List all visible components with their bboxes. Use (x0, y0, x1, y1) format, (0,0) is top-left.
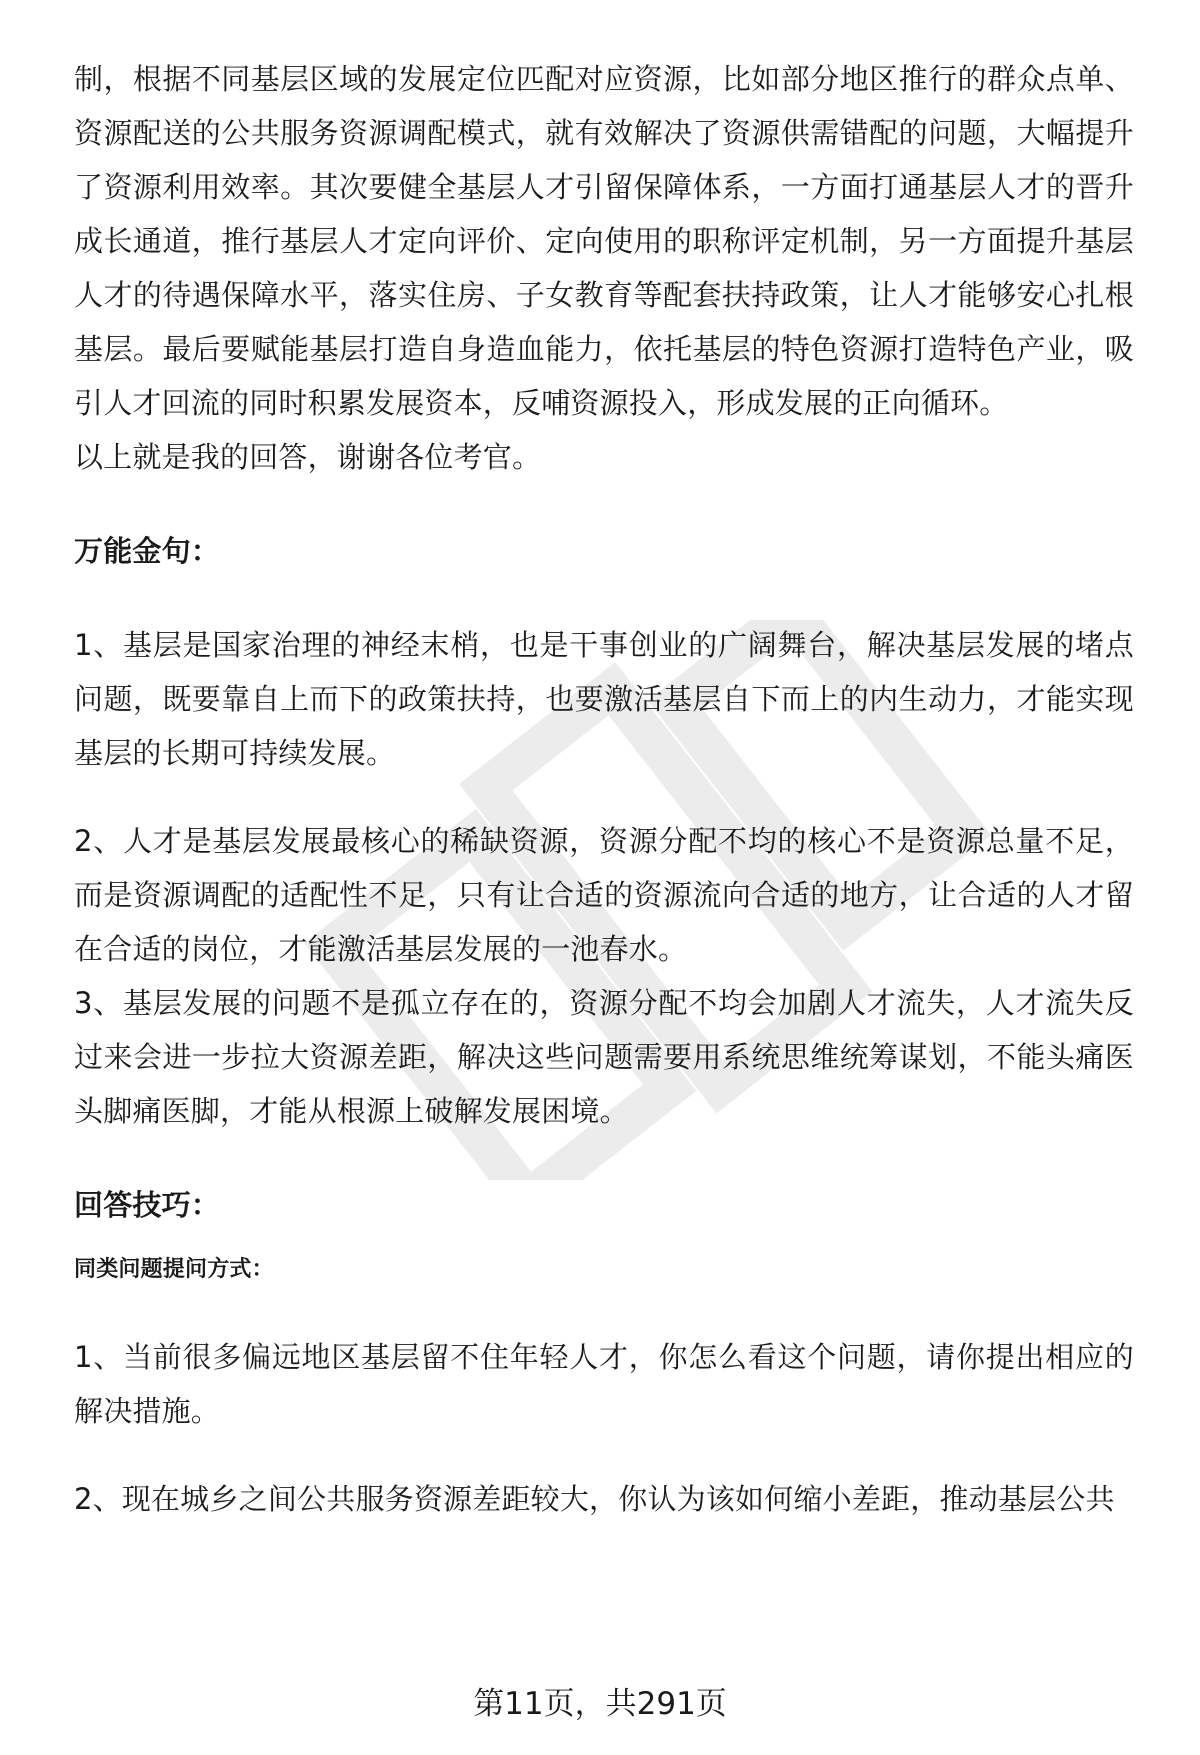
similar-question-1: 1、当前很多偏远地区基层留不住年轻人才，你怎么看这个问题，请你提出相应的解决措施。 (74, 1340, 1134, 1428)
document-content (74, 52, 1134, 1526)
golden-sentence-1: 1、基层是国家治理的神经末梢，也是干事创业的广阔舞台，解决基层发展的堵点问题，既要靠自上而下的政策扶持，也要激活基层自下而上的内生动力，才能实现基层的长期可持续发展。 (74, 628, 1134, 770)
body-paragraph-1: 制，根据不同基层区域的发展定位匹配对应资源，比如部分地区推行的群众点单、资源配送的公共服务资源调配模式，就有效解决了资源供需错配的问题，大幅提升了资源利用效率。其次要健全基层人才引留保障体系，一方面打通基层人才的晋升成长通道，推行基层人才定向评价、定向使用的职称评定机制，另一方面提升基层人才的待遇保障水平，落实住房、子女教育等配套扶持政策，让人才能够安心扎根基层。最后要赋能基层打造自身造血能力，依托基层的特色资源打造特色产业，吸引人才回流的同时积累发展资本，反哺资源投入，形成发展的正向循环。 (74, 62, 1134, 420)
answer-tips-heading: 回答技巧： (74, 1188, 221, 1222)
page-number: 第11页，共291页 (473, 1686, 727, 1722)
golden-sentence-3: 3、基层发展的问题不是孤立存在的，资源分配不均会加剧人才流失，人才流失反过来会进一步拉大资源差距，解决这些问题需要用系统思维统筹谋划，不能头痛医头脚痛医脚，才能从根源上破解发展困境。 (74, 986, 1134, 1128)
body-paragraph-2: 以上就是我的回答，谢谢各位考官。 (74, 440, 542, 474)
similar-questions-subheading: 同类问题提问方式： (74, 1257, 274, 1282)
similar-question-2: 2、现在城乡之间公共服务资源差距较大，你认为该如何缩小差距，推动基层公共 (74, 1482, 1115, 1516)
golden-sentence-2: 2、人才是基层发展最核心的稀缺资源，资源分配不均的核心不是资源总量不足，而是资源调配的适配性不足，只有让合适的资源流向合适的地方，让合适的人才留在合适的岗位，才能激活基层发展的一池春水。 (74, 824, 1134, 966)
golden-sentences-heading: 万能金句： (74, 534, 221, 568)
